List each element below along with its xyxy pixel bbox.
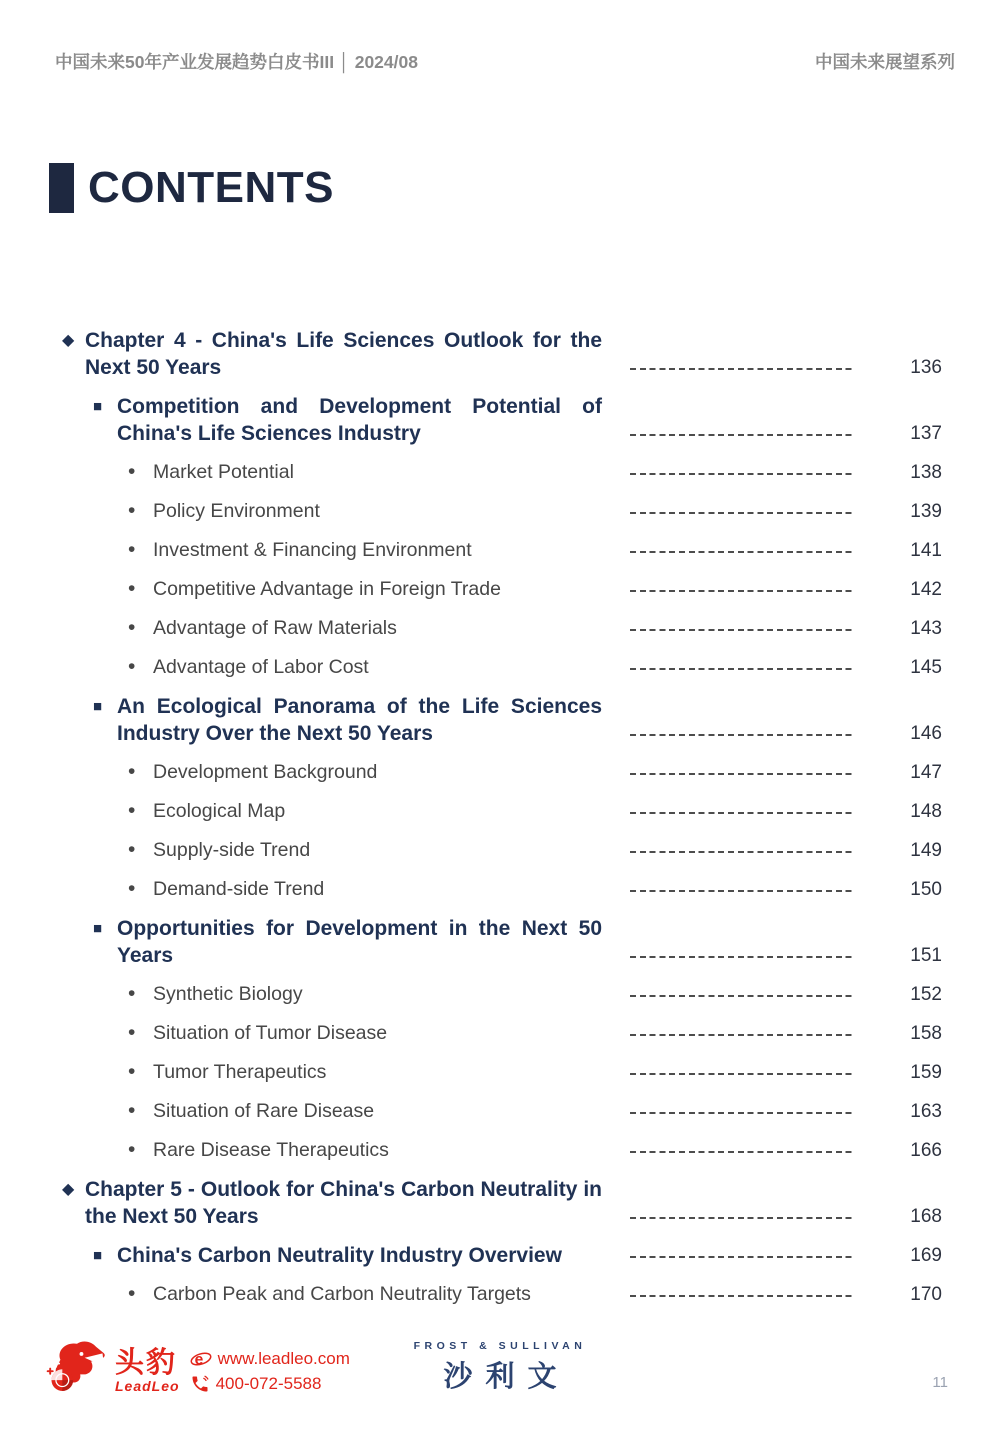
toc-entry-label: Carbon Peak and Carbon Neutrality Targets xyxy=(153,1283,531,1305)
dotted-leader xyxy=(630,1295,855,1297)
phone-link[interactable]: 400-072-5588 xyxy=(190,1374,350,1394)
dotted-leader xyxy=(630,851,855,853)
toc-entry-label: Opportunities for Development in the Next 50 Years xyxy=(117,917,602,967)
toc-entry-page-number: 147 xyxy=(910,762,942,783)
brand-block xyxy=(45,1338,350,1403)
page-header xyxy=(55,50,955,74)
contents-title-block xyxy=(49,163,334,213)
dot-bullet-icon: • xyxy=(128,877,136,900)
toc-entry-page-number: 136 xyxy=(910,357,942,378)
toc-entry-label: Policy Environment xyxy=(153,500,320,522)
toc-entry-page-number: 152 xyxy=(910,984,942,1005)
page-title: CONTENTS xyxy=(88,163,334,212)
toc-entry-page-number: 137 xyxy=(910,423,942,444)
dotted-leader xyxy=(630,512,855,514)
toc-entry[interactable] xyxy=(128,498,942,525)
frost-sullivan-wordmark: FROST & SULLIVAN xyxy=(413,1340,587,1352)
header-series-title: 中国未来展望系列 xyxy=(815,52,955,72)
toc-entry-label: Synthetic Biology xyxy=(153,983,303,1005)
dot-bullet-icon: • xyxy=(128,1282,136,1305)
dotted-leader xyxy=(630,1112,855,1114)
dot-bullet-icon: • xyxy=(128,655,136,678)
toc-entry[interactable] xyxy=(93,693,942,747)
toc-entry-label: Market Potential xyxy=(153,461,294,483)
dotted-leader xyxy=(630,1073,855,1075)
toc-entry-page-number: 158 xyxy=(910,1023,942,1044)
table-of-contents xyxy=(0,327,1000,1320)
dot-bullet-icon: • xyxy=(128,838,136,861)
toc-entry[interactable] xyxy=(93,393,942,447)
toc-entry-page-number: 143 xyxy=(910,618,942,639)
toc-entry-label: Competition and Development Potential of China's Life Sciences Industry xyxy=(117,395,602,445)
toc-entry[interactable] xyxy=(128,837,942,864)
toc-entry-page-number: 142 xyxy=(910,579,942,600)
toc-entry[interactable] xyxy=(93,915,942,969)
toc-entry-label: Advantage of Labor Cost xyxy=(153,656,369,678)
dot-bullet-icon: • xyxy=(128,1099,136,1122)
title-accent-bar xyxy=(49,163,74,213)
toc-entry-page-number: 145 xyxy=(910,657,942,678)
dot-bullet-icon: • xyxy=(128,1060,136,1083)
svg-text:e: e xyxy=(194,1351,203,1368)
toc-entry-label: Development Background xyxy=(153,761,378,783)
toc-entry[interactable] xyxy=(128,459,942,486)
toc-entry[interactable] xyxy=(62,1176,942,1230)
dot-bullet-icon: • xyxy=(128,499,136,522)
toc-entry[interactable] xyxy=(128,1098,942,1125)
dotted-leader xyxy=(630,995,855,997)
toc-entry-page-number: 170 xyxy=(910,1284,942,1305)
dotted-leader xyxy=(630,1217,855,1219)
header-doc-title: 中国未来50年产业发展趋势白皮书III │ 2024/08 xyxy=(55,52,418,72)
dotted-leader xyxy=(630,473,855,475)
square-bullet-icon: ■ xyxy=(93,920,103,937)
toc-entry[interactable] xyxy=(128,1281,942,1308)
dotted-leader xyxy=(630,1256,855,1258)
square-bullet-icon: ■ xyxy=(93,398,103,415)
toc-entry[interactable] xyxy=(128,576,942,603)
toc-entry[interactable] xyxy=(128,615,942,642)
dot-bullet-icon: • xyxy=(128,760,136,783)
toc-entry[interactable] xyxy=(93,1242,942,1269)
toc-entry-label: An Ecological Panorama of the Life Sciences Industry Over the Next 50 Years xyxy=(117,695,602,745)
toc-entry-page-number: 150 xyxy=(910,879,942,900)
dotted-leader xyxy=(630,668,855,670)
toc-entry[interactable] xyxy=(128,1137,942,1164)
toc-entry-page-number: 151 xyxy=(910,945,942,966)
toc-entry-label: China's Carbon Neutrality Industry Overview xyxy=(117,1244,562,1267)
toc-entry[interactable] xyxy=(128,876,942,903)
toc-entry-label: Ecological Map xyxy=(153,800,286,822)
toc-entry[interactable] xyxy=(128,798,942,825)
dotted-leader xyxy=(630,890,855,892)
diamond-bullet-icon: ◆ xyxy=(62,332,75,349)
toc-entry-page-number: 166 xyxy=(910,1140,942,1161)
dot-bullet-icon: • xyxy=(128,577,136,600)
globe-icon xyxy=(190,1348,212,1370)
toc-entry-page-number: 146 xyxy=(910,723,942,744)
toc-entry[interactable] xyxy=(62,327,942,381)
contact-block xyxy=(190,1348,350,1394)
frost-sullivan-cn-name: 沙利文 xyxy=(443,1361,570,1393)
toc-entry-label: Investment & Financing Environment xyxy=(153,539,472,561)
toc-entry[interactable] xyxy=(128,537,942,564)
toc-entry[interactable] xyxy=(128,654,942,681)
toc-entry-label: Tumor Therapeutics xyxy=(153,1061,327,1083)
dotted-leader xyxy=(630,734,855,736)
dot-bullet-icon: • xyxy=(128,460,136,483)
frost-sullivan-logo xyxy=(400,1340,600,1395)
toc-entry-page-number: 149 xyxy=(910,840,942,861)
toc-entry-label: Rare Disease Therapeutics xyxy=(153,1139,389,1161)
diamond-bullet-icon: ◆ xyxy=(62,1181,75,1198)
toc-entry[interactable] xyxy=(128,1020,942,1047)
dot-bullet-icon: • xyxy=(128,982,136,1005)
toc-entry-label: Chapter 5 - Outlook for China's Carbon Neutrality in the Next 50 Years xyxy=(85,1178,602,1228)
toc-entry[interactable] xyxy=(128,759,942,786)
dotted-leader xyxy=(630,773,855,775)
toc-entry-page-number: 148 xyxy=(910,801,942,822)
website-link[interactable]: e www.leadleo.com xyxy=(190,1348,350,1370)
dotted-leader xyxy=(630,1034,855,1036)
toc-entry-page-number: 159 xyxy=(910,1062,942,1083)
toc-entry-page-number: 163 xyxy=(910,1101,942,1122)
toc-entry-label: Chapter 4 - China's Life Sciences Outlook for the Next 50 Years xyxy=(85,329,602,379)
page-number: 11 xyxy=(932,1374,948,1391)
dotted-leader xyxy=(630,956,855,958)
toc-entry-page-number: 141 xyxy=(910,540,942,561)
dot-bullet-icon: • xyxy=(128,799,136,822)
toc-entry[interactable] xyxy=(128,981,942,1008)
brand-name-en: LeadLeo xyxy=(115,1377,180,1394)
leadleo-leopard-logo-icon xyxy=(45,1338,109,1403)
toc-entry-page-number: 138 xyxy=(910,462,942,483)
toc-entry-page-number: 169 xyxy=(910,1245,942,1266)
dotted-leader xyxy=(630,551,855,553)
square-bullet-icon: ■ xyxy=(93,1247,103,1264)
dotted-leader xyxy=(630,434,855,436)
brand-name-cn: 头豹 xyxy=(115,1346,178,1379)
page-footer xyxy=(0,1336,1000,1416)
toc-entry-label: Supply-side Trend xyxy=(153,839,311,861)
dot-bullet-icon: • xyxy=(128,538,136,561)
dotted-leader xyxy=(630,368,855,370)
phone-icon xyxy=(190,1374,210,1394)
dotted-leader xyxy=(630,1151,855,1153)
toc-entry-label: Competitive Advantage in Foreign Trade xyxy=(153,578,501,600)
toc-entry-label: Advantage of Raw Materials xyxy=(153,617,397,639)
toc-list xyxy=(62,327,942,1308)
dotted-leader xyxy=(630,590,855,592)
toc-entry-page-number: 139 xyxy=(910,501,942,522)
toc-entry-label: Demand-side Trend xyxy=(153,878,325,900)
toc-entry-label: Situation of Rare Disease xyxy=(153,1100,375,1122)
toc-entry-page-number: 168 xyxy=(910,1206,942,1227)
dot-bullet-icon: • xyxy=(128,616,136,639)
dotted-leader xyxy=(630,812,855,814)
dot-bullet-icon: • xyxy=(128,1021,136,1044)
dotted-leader xyxy=(630,629,855,631)
toc-entry-label: Situation of Tumor Disease xyxy=(153,1022,388,1044)
toc-entry[interactable] xyxy=(128,1059,942,1086)
square-bullet-icon: ■ xyxy=(93,698,103,715)
dot-bullet-icon: • xyxy=(128,1138,136,1161)
